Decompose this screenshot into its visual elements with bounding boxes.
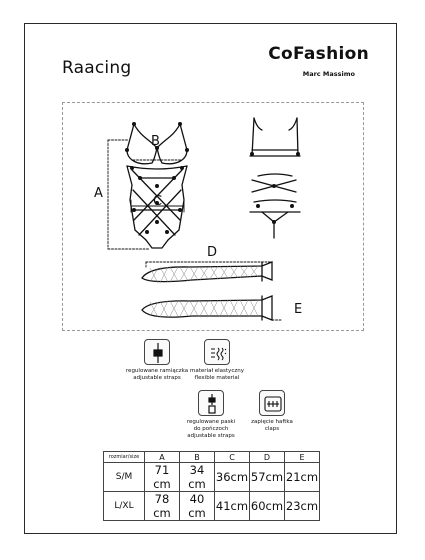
column-header-c: C	[215, 452, 250, 463]
table-cell: 21cm	[285, 463, 320, 492]
stocking-top-drawing	[142, 262, 272, 282]
feature-label-pl: regulowane paski	[186, 419, 236, 425]
table-cell: 36cm	[215, 463, 250, 492]
feature-label-pl: zapięcie haftka	[251, 419, 293, 425]
column-header-e: E	[285, 452, 320, 463]
size-label: S/M	[104, 463, 145, 492]
label-c: C	[153, 194, 163, 209]
table-cell: 57cm	[250, 463, 285, 492]
label-d: D	[207, 245, 218, 260]
table-row	[104, 492, 320, 521]
stocking-top-mesh	[150, 266, 258, 283]
label-b: B	[151, 134, 160, 149]
adjustable-straps-icon	[144, 339, 170, 365]
brand-logo: CoFashion	[268, 44, 369, 64]
table-cell: 41cm	[215, 492, 250, 521]
feature-label-en: claps	[264, 426, 280, 432]
measure-line-e	[272, 296, 282, 320]
feature-label-pl: regulowane ramiączka	[125, 368, 189, 374]
stocking-bottom-mesh	[150, 300, 258, 317]
stocking-bottom-drawing	[142, 296, 272, 320]
elastic-material-icon	[204, 339, 230, 365]
table-row	[104, 463, 320, 492]
feature-label-pl: materiał elastyczny	[190, 368, 244, 374]
feature-label-pl-2: do pończoch	[193, 426, 229, 432]
table-cell: 40 cm	[180, 492, 215, 521]
table-cell: 23cm	[285, 492, 320, 521]
hook-clasp-icon	[259, 390, 285, 416]
label-a: A	[94, 186, 103, 201]
column-header-a: A	[145, 452, 180, 463]
back-rings	[250, 152, 300, 224]
table-cell: 71 cm	[145, 463, 180, 492]
feature-label-en: adjustable straps	[133, 375, 181, 381]
garter-straps-icon	[198, 390, 224, 416]
feature-label-en: adjustable straps	[187, 433, 235, 439]
column-header-b: B	[180, 452, 215, 463]
feature-label-en: flexible material	[194, 375, 240, 381]
measure-lines-bodysuit	[108, 140, 181, 249]
size-table	[103, 451, 320, 521]
feature-hook-clasp	[240, 390, 304, 433]
size-table-header-row	[104, 452, 320, 463]
bodysuit-back-drawing	[250, 118, 300, 238]
designer-name: Marc Massimo	[302, 70, 355, 78]
size-table-corner: rozmiar/size	[104, 452, 145, 463]
table-cell: 78 cm	[145, 492, 180, 521]
table-cell: 34 cm	[180, 463, 215, 492]
feature-garter-straps	[174, 390, 248, 440]
column-header-d: D	[250, 452, 285, 463]
product-name: Raacing	[62, 58, 132, 78]
table-cell: 60cm	[250, 492, 285, 521]
feature-flexible-material	[180, 339, 254, 382]
label-e: E	[294, 302, 303, 317]
size-label: L/XL	[104, 492, 145, 521]
